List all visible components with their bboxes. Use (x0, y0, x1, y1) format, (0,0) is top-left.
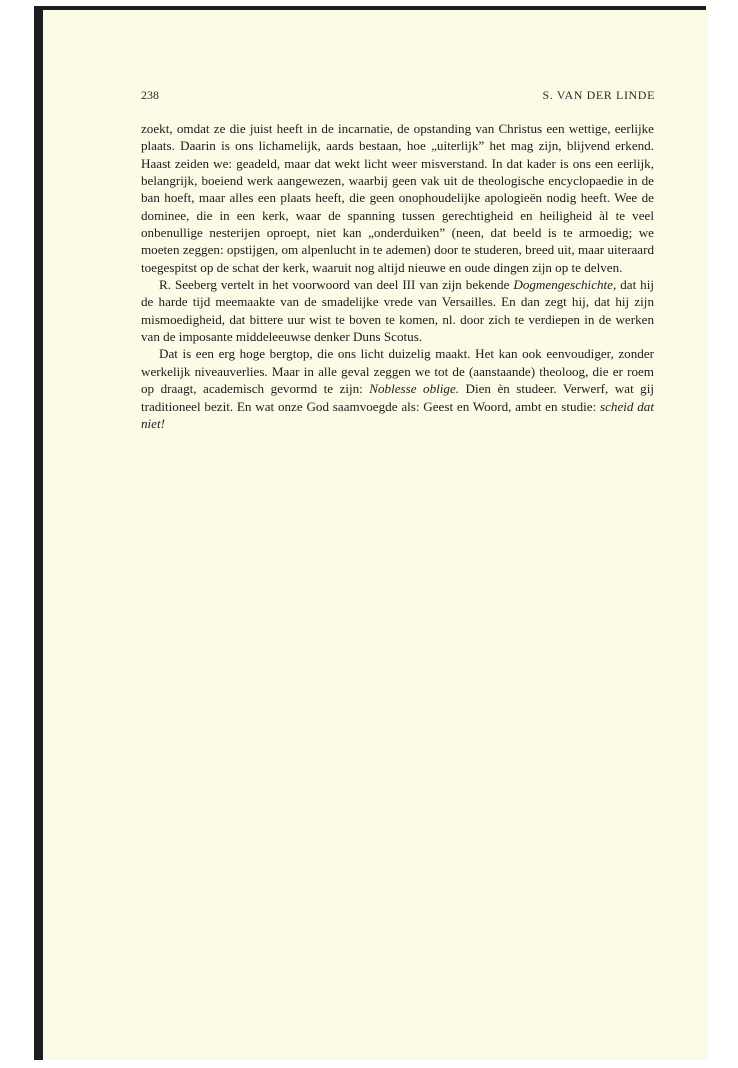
paragraph-2-text-b: dat hij de harde tijd meemaakte van de smadelijke vrede van Versailles. En dan zegt hij, dat hij zijn mismoedigheid, dat bittere uur wist te boven te komen, nl. door zich te verdiepen in de werken van de imposante middeleeuwse denker Duns Scotus. (141, 277, 654, 345)
page-number: 238 (141, 88, 159, 102)
page-top-shadow-edge (34, 6, 706, 10)
paragraph-3 (141, 345, 654, 432)
book-title-dogmengeschichte: Dogmengeschichte, (513, 277, 617, 293)
paragraph-3-text-b: Dien èn studeer. Verwerf, wat gij traditioneel bezit. En wat onze God saamvoegde als: Geest en Woord, ambt en studie: (141, 381, 654, 414)
paragraph-3-text-a: Dat is een erg hoge bergtop, die ons licht duizelig maakt. Het kan ook eenvoudiger, zonder werkelijk niveauverlies. Maar in alle geval zeggen we tot de (aanstaande) theoloog, die er roem op draagt, academisch gevormd te zijn: (141, 346, 654, 397)
running-head-author: S. VAN DER LINDE (542, 88, 655, 102)
paragraph-1 (141, 120, 654, 276)
paragraph-1-text: zoekt, omdat ze die juist heeft in de incarnatie, de opstanding van Christus een wettige, eerlijke plaats. Daarin is ons lichamelijk, aards bestaan, hoe „uiterlijk” het mag zijn, blijvend erkend. Haast zeiden we: geadeld, maar dat wekt licht weer misverstand. In dat kader is ons een eerlijk, belangrijk, boeiend werk aangewezen, waarbij geen vak uit de theologische encyclopaedie in de ban hoeft, maar alles een plaats heeft, die geen onophoudelijke apologieën nodig heeft. Wee de dominee, die in een kerk, waar de spanning tussen gerechtigheid en heiligheid àl te veel onbenullige nesterijen oproept, niet kan „onderduiken” (neen, dat beeld is te armoedig; we moeten zeggen: opstijgen, om alpenlucht in te ademen) door te studeren, breed uit, maar uiteraard toegespitst op de schat der kerk, waaruit nog altijd nieuwe en oude dingen zijn op te delven. (141, 121, 654, 275)
phrase-scheid-dat-niet: scheid dat niet! (141, 398, 654, 431)
body-text (141, 120, 654, 432)
paragraph-2 (141, 276, 654, 345)
phrase-noblesse-oblige: Noblesse oblige. (369, 381, 460, 397)
page-left-shadow-edge (34, 6, 43, 1060)
paragraph-2-text-a: R. Seeberg vertelt in het voorwoord van deel III van zijn bekende (159, 277, 514, 293)
